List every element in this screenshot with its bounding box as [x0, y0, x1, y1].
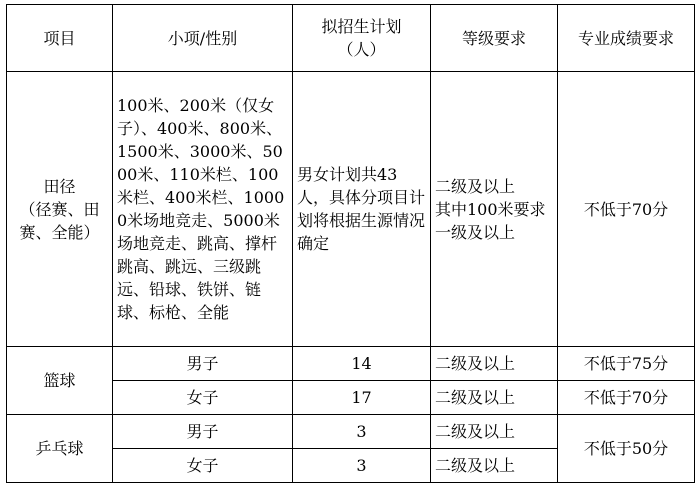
plan-cell: 3 [293, 449, 431, 483]
level-cell: 二级及以上 [431, 449, 558, 483]
header-score: 专业成绩要求 [558, 5, 695, 72]
track-score: 不低于70分 [558, 72, 695, 347]
basketball-row-male [7, 347, 695, 381]
track-row [7, 72, 695, 347]
admission-table [6, 4, 695, 483]
header-project: 项目 [7, 5, 113, 72]
level-cell: 二级及以上 [431, 381, 558, 415]
track-level: 二级及以上 其中100米要求一级及以上 [431, 72, 558, 347]
level-cell: 二级及以上 [431, 347, 558, 381]
header-level: 等级要求 [431, 5, 558, 72]
gender-cell: 男子 [113, 347, 293, 381]
track-plan: 男女计划共43人，具体分项目计划将根据生源情况确定 [293, 72, 431, 347]
pingpong-score: 不低于50分 [558, 415, 695, 483]
plan-cell: 14 [293, 347, 431, 381]
plan-cell: 3 [293, 415, 431, 449]
level-cell: 二级及以上 [431, 415, 558, 449]
track-items: 100米、200米（仅女子）、400米、800米、1500米、3000米、5000米、110米栏、100米栏、400米栏、10000米场地竞走、5000米场地竞走、跳高、撑杆跳高、跳远、三级跳远、铅球、铁饼、链球、标枪、全能 [113, 72, 293, 347]
gender-cell: 男子 [113, 415, 293, 449]
track-project: 田径 （径赛、田 赛、全能） [7, 72, 113, 347]
pingpong-row-male [7, 415, 695, 449]
header-item-gender: 小项/性别 [113, 5, 293, 72]
plan-cell: 17 [293, 381, 431, 415]
header-plan: 拟招生计划 （人） [293, 5, 431, 72]
score-cell: 不低于75分 [558, 347, 695, 381]
gender-cell: 女子 [113, 381, 293, 415]
score-cell: 不低于70分 [558, 381, 695, 415]
header-row [7, 5, 695, 72]
gender-cell: 女子 [113, 449, 293, 483]
pingpong-project: 乒乓球 [7, 415, 113, 483]
basketball-project: 篮球 [7, 347, 113, 415]
